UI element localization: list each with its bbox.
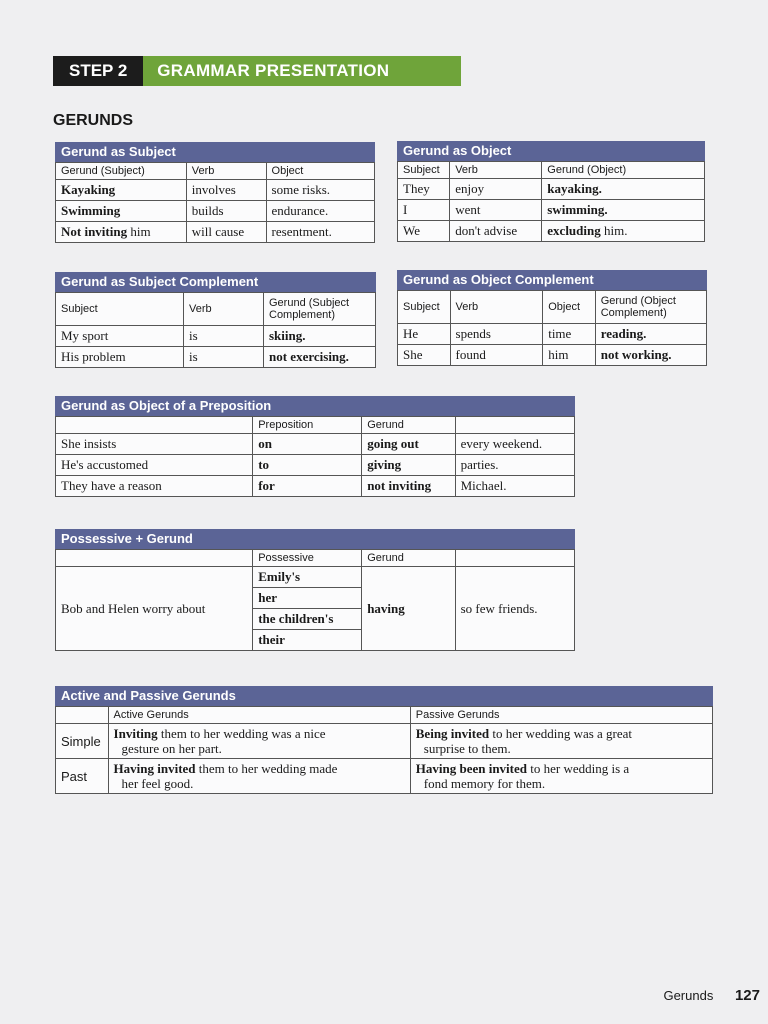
table-row	[56, 347, 376, 368]
cell-tail: him	[130, 224, 151, 239]
gerund-as-object-of-preposition-table	[55, 416, 575, 497]
table-row	[56, 201, 375, 222]
cell	[108, 759, 410, 794]
column-header: Gerund (Object)	[542, 162, 705, 179]
table-row	[56, 567, 575, 588]
block-title: Gerund as Subject Complement	[55, 272, 376, 292]
table-header	[56, 163, 375, 180]
block-title: Gerund as Object Complement	[397, 270, 707, 290]
column-header: Gerund (Subject)	[56, 163, 187, 180]
column-header: Gerund (Object Complement)	[595, 291, 706, 324]
cell: builds	[186, 201, 266, 222]
cell: going out	[362, 434, 455, 455]
block-title: Gerund as Object	[397, 141, 705, 161]
table-row	[56, 455, 575, 476]
cell-text: her feel good.	[121, 776, 194, 791]
gerund-as-object-block	[397, 141, 705, 242]
cell: giving	[362, 455, 455, 476]
page-footer	[663, 987, 760, 1004]
cell: My sport	[56, 326, 184, 347]
cell: resentment.	[266, 222, 374, 243]
step-number: STEP 2	[53, 56, 143, 86]
column-header	[455, 417, 574, 434]
column-header	[56, 417, 253, 434]
column-header: Gerund	[362, 417, 455, 434]
cell: will cause	[186, 222, 266, 243]
cell: on	[253, 434, 362, 455]
table-row	[56, 326, 376, 347]
table-row	[398, 345, 707, 366]
gerund-phrase: Inviting	[113, 726, 158, 741]
cell: He's accustomed	[56, 455, 253, 476]
column-header: Subject	[398, 291, 451, 324]
cell: reading.	[595, 324, 706, 345]
cell: not inviting	[362, 476, 455, 497]
cell: He	[398, 324, 451, 345]
table-row	[398, 221, 705, 242]
gerund-phrase: excluding	[547, 223, 601, 238]
cell: time	[543, 324, 596, 345]
cell: Bob and Helen worry about	[56, 567, 253, 651]
cell: the children's	[253, 609, 362, 630]
cell-text: fond memory for them.	[423, 776, 546, 791]
cell: not exercising.	[264, 347, 376, 368]
cell: She	[398, 345, 451, 366]
possessive-gerund-block	[55, 529, 575, 651]
block-title: Gerund as Subject	[55, 142, 375, 162]
table-row	[398, 179, 705, 200]
cell	[410, 759, 712, 794]
cell-text: them to her wedding was a nice	[157, 726, 326, 741]
gerund-phrase: Having been invited	[415, 761, 528, 776]
table-row	[56, 476, 575, 497]
gerund-phrase: Having invited	[113, 761, 196, 776]
cell: having	[362, 567, 455, 651]
gerund-as-subject-block	[55, 142, 375, 243]
cell-text: gesture on her part.	[121, 741, 222, 756]
cell: for	[253, 476, 362, 497]
gerund-phrase: Not inviting	[61, 224, 131, 239]
column-header: Subject	[56, 293, 184, 326]
cell	[410, 724, 712, 759]
gerund-as-subject-complement-table	[55, 292, 376, 368]
cell: involves	[186, 180, 266, 201]
block-title: Gerund as Object of a Preposition	[55, 396, 575, 416]
cell: their	[253, 630, 362, 651]
active-passive-gerunds-block	[55, 686, 713, 794]
cell: Emily's	[253, 567, 362, 588]
table-header	[398, 291, 707, 324]
gerund-phrase: Being invited	[415, 726, 490, 741]
cell: spends	[450, 324, 543, 345]
table-header	[56, 417, 575, 434]
cell: Swimming	[56, 201, 187, 222]
cell	[542, 221, 705, 242]
cell: him	[543, 345, 596, 366]
cell: don't advise	[450, 221, 542, 242]
column-header: Object	[266, 163, 374, 180]
cell: is	[184, 347, 264, 368]
column-header: Subject	[398, 162, 450, 179]
cell-text: surprise to them.	[423, 741, 511, 756]
column-header: Gerund (Subject Complement)	[264, 293, 376, 326]
column-header	[455, 550, 574, 567]
table-row	[56, 724, 713, 759]
possessive-gerund-table	[55, 549, 575, 651]
table-row	[398, 324, 707, 345]
cell: her	[253, 588, 362, 609]
table-row	[56, 434, 575, 455]
column-header: Gerund	[362, 550, 455, 567]
table-header	[398, 162, 705, 179]
table-row	[56, 759, 713, 794]
cell: found	[450, 345, 543, 366]
cell: parties.	[455, 455, 574, 476]
cell: went	[450, 200, 542, 221]
cell: some risks.	[266, 180, 374, 201]
cell: We	[398, 221, 450, 242]
cell-text: them to her wedding made	[195, 761, 338, 776]
column-header: Verb	[184, 293, 264, 326]
column-header: Verb	[450, 162, 542, 179]
column-header: Object	[543, 291, 596, 324]
column-header: Possessive	[253, 550, 362, 567]
gerund-as-object-complement-block	[397, 270, 707, 366]
cell: His problem	[56, 347, 184, 368]
block-title: Active and Passive Gerunds	[55, 686, 713, 706]
cell	[108, 724, 410, 759]
column-header	[56, 550, 253, 567]
cell: is	[184, 326, 264, 347]
cell: I	[398, 200, 450, 221]
step-header	[53, 56, 461, 86]
cell	[56, 222, 187, 243]
cell: so few friends.	[455, 567, 574, 651]
column-header: Verb	[450, 291, 543, 324]
row-label: Past	[56, 759, 109, 794]
cell: They have a reason	[56, 476, 253, 497]
gerund-as-subject-complement-block	[55, 272, 376, 368]
table-header	[56, 707, 713, 724]
table-row	[56, 180, 375, 201]
cell: Michael.	[455, 476, 574, 497]
cell: endurance.	[266, 201, 374, 222]
cell-text: to her wedding is a	[527, 761, 630, 776]
table-header	[56, 293, 376, 326]
cell: skiing.	[264, 326, 376, 347]
column-header: Verb	[186, 163, 266, 180]
cell: not working.	[595, 345, 706, 366]
cell-text: to her wedding was a great	[489, 726, 633, 741]
section-title: GERUNDS	[53, 112, 134, 129]
active-passive-gerunds-table	[55, 706, 713, 794]
cell: They	[398, 179, 450, 200]
cell: enjoy	[450, 179, 542, 200]
gerund-as-object-of-preposition-block	[55, 396, 575, 497]
table-row	[398, 200, 705, 221]
column-header: Preposition	[253, 417, 362, 434]
cell: kayaking.	[542, 179, 705, 200]
step-title: GRAMMAR PRESENTATION	[143, 56, 461, 86]
cell: to	[253, 455, 362, 476]
gerund-as-object-complement-table	[397, 290, 707, 366]
cell: swimming.	[542, 200, 705, 221]
table-header	[56, 550, 575, 567]
cell: She insists	[56, 434, 253, 455]
cell-tail: him.	[600, 223, 628, 238]
block-title: Possessive + Gerund	[55, 529, 575, 549]
cell: every weekend.	[455, 434, 574, 455]
table-row	[56, 222, 375, 243]
footer-label: Gerunds	[663, 988, 714, 1003]
column-header: Passive Gerunds	[410, 707, 712, 724]
page-number: 127	[734, 987, 760, 1004]
gerund-as-object-table	[397, 161, 705, 242]
gerund-as-subject-table	[55, 162, 375, 243]
row-label: Simple	[56, 724, 109, 759]
column-header: Active Gerunds	[108, 707, 410, 724]
cell: Kayaking	[56, 180, 187, 201]
column-header	[56, 707, 109, 724]
